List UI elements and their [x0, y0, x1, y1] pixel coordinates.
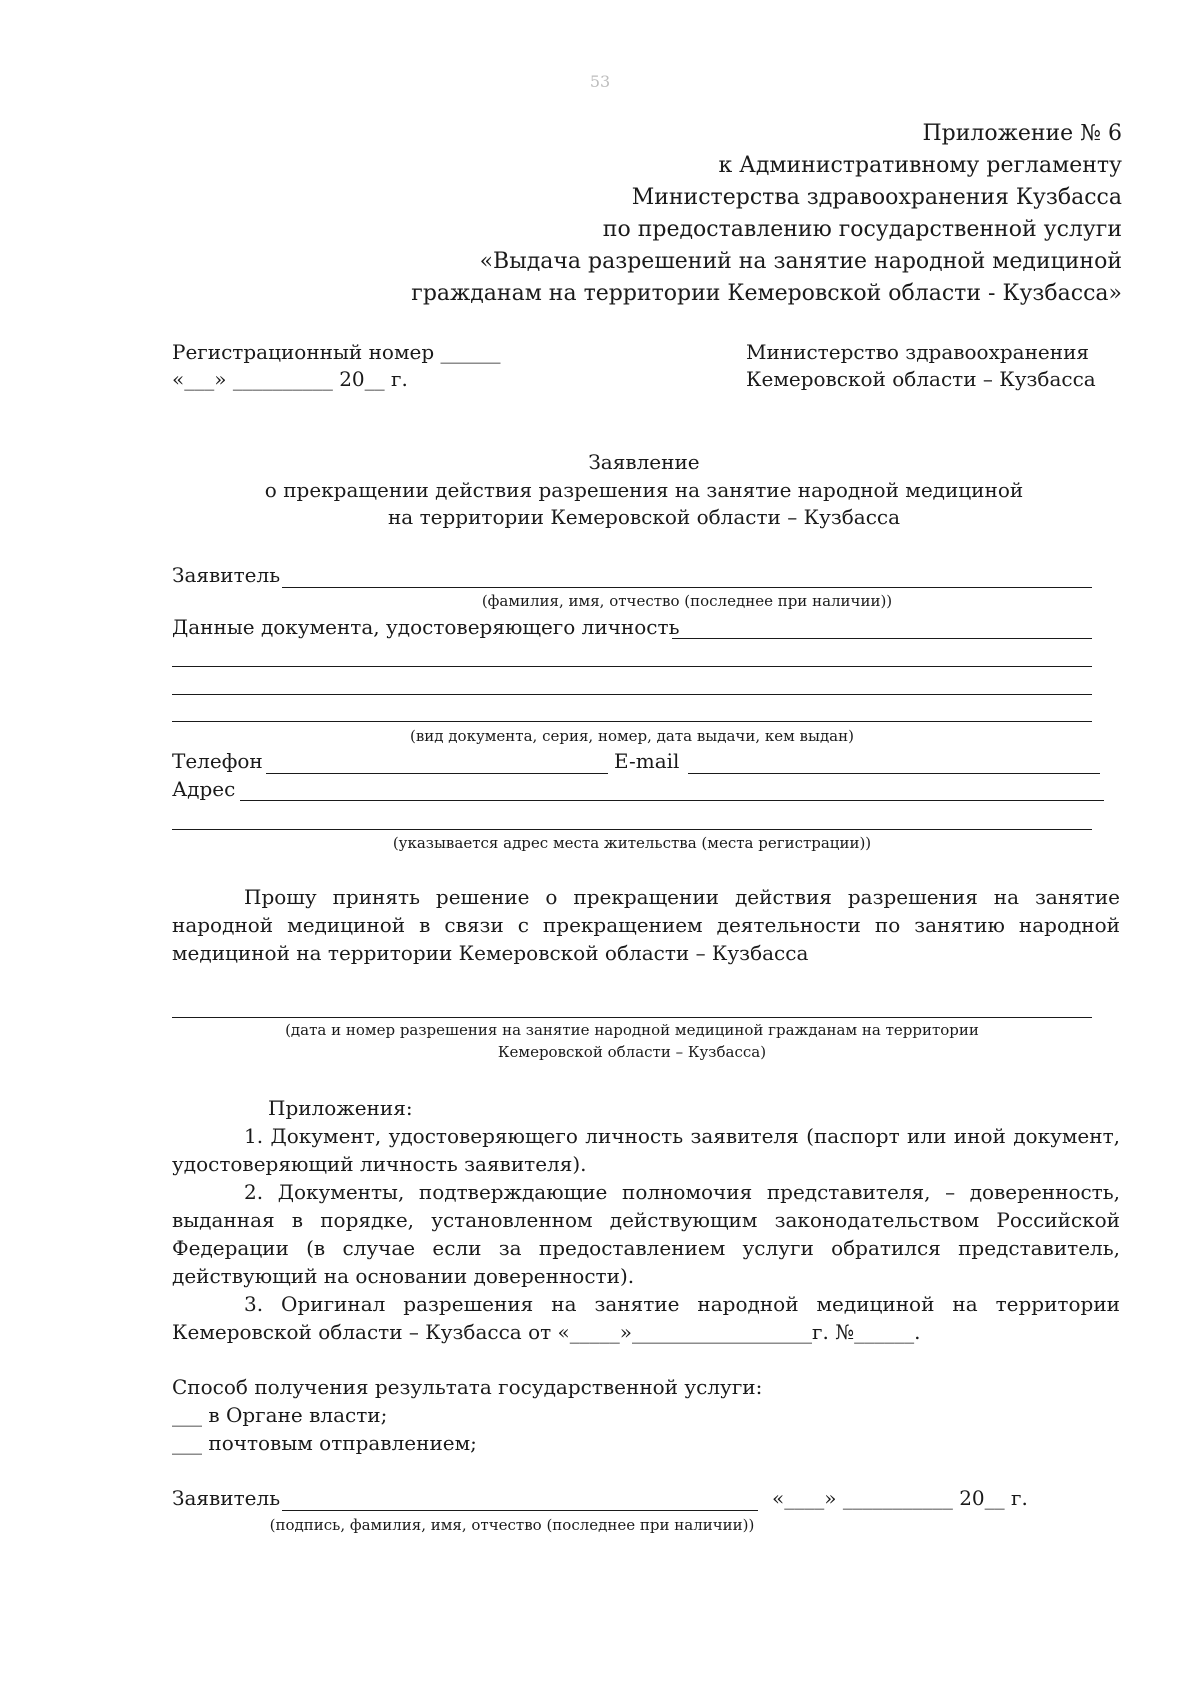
id-document-field-line[interactable]: [172, 721, 1092, 722]
id-document-field-line[interactable]: [172, 666, 1092, 667]
id-document-field-line[interactable]: [172, 694, 1092, 695]
permit-hint-line2: Кемеровской области – Кузбасса): [497, 1043, 767, 1061]
signature-date: «____» ___________ 20__ г.: [772, 1486, 1028, 1510]
delivery-heading: Способ получения результата государственной услуги:: [172, 1375, 763, 1399]
document-subtitle: о прекращении действия разрешения на занятие народной медициной: [264, 478, 1024, 502]
attachment-item: 1. Документ, удостоверяющего личность заявителя (паспорт или иной документ, удостоверяющий личность заявителя).: [172, 1124, 1120, 1176]
address-hint: (указывается адрес места жительства (места регистрации)): [392, 834, 872, 852]
applicant-hint: (фамилия, имя, отчество (последнее при наличии)): [481, 592, 893, 610]
email-label: E-mail: [614, 749, 680, 773]
page-number: 53: [589, 72, 611, 91]
phone-field-line[interactable]: [266, 773, 608, 774]
appendix-header-line: Министерства здравоохранения Кузбасса: [631, 185, 1122, 210]
applicant-field-line[interactable]: [282, 587, 1092, 588]
applicant-label: Заявитель: [172, 563, 281, 587]
attachment-item: 3. Оригинал разрешения на занятие народной медициной на территории Кемеровской области – Кузбасса от «_____»__________________г. №______.: [172, 1292, 1120, 1344]
address-field-line[interactable]: [240, 800, 1104, 801]
appendix-header-line: «Выдача разрешений на занятие народной медициной: [479, 249, 1122, 274]
signature-hint: (подпись, фамилия, имя, отчество (последнее при наличии)): [269, 1516, 755, 1534]
registration-number: Регистрационный номер ______: [172, 340, 501, 364]
email-field-line[interactable]: [688, 773, 1100, 774]
id-document-field-line[interactable]: [672, 638, 1092, 639]
document-title: Заявление: [588, 450, 700, 474]
phone-label: Телефон: [172, 749, 263, 773]
appendix-header-line: к Административному регламенту: [718, 153, 1122, 178]
attachment-item: 2. Документы, подтверждающие полномочия представителя, – доверенность, выданная в порядке, установленном действующим законодательством Российской Федерации (в случае если за предоставлением услуги обратился представитель, действующий на основании доверенности).: [172, 1180, 1120, 1288]
id-document-label: Данные документа, удостоверяющего личность: [172, 615, 680, 639]
signature-field-line[interactable]: [282, 1510, 758, 1511]
document-subtitle-2: на территории Кемеровской области – Кузбасса: [387, 505, 901, 529]
request-text: Прошу принять решение о прекращении действия разрешения на занятие народной медициной в связи с прекращением деятельности по занятию народной медициной на территории Кемеровской области – Кузбасса: [172, 885, 1120, 965]
permit-field-line[interactable]: [172, 1017, 1092, 1018]
address-label: Адрес: [172, 777, 236, 801]
addressee-line2: Кемеровской области – Кузбасса: [746, 367, 1096, 391]
appendix-header-line: гражданам на территории Кемеровской области - Кузбасса»: [411, 281, 1122, 306]
appendix-header: [411, 118, 1122, 310]
delivery-option-mail[interactable]: ___ почтовым отправлением;: [172, 1431, 477, 1455]
permit-hint-line1: (дата и номер разрешения на занятие народной медициной гражданам на территории: [285, 1021, 979, 1039]
addressee-line1: Министерство здравоохранения: [746, 340, 1090, 364]
delivery-option-office[interactable]: ___ в Органе власти;: [172, 1403, 388, 1427]
address-field-line[interactable]: [172, 829, 1092, 830]
attachments-heading: Приложения:: [268, 1096, 413, 1120]
registration-date: «___» __________ 20__ г.: [172, 367, 408, 391]
id-document-hint: (вид документа, серия, номер, дата выдачи, кем выдан): [410, 727, 854, 745]
appendix-header-line: Приложение № 6: [922, 121, 1122, 146]
signature-label: Заявитель: [172, 1486, 281, 1510]
appendix-header-line: по предоставлению государственной услуги: [602, 217, 1122, 242]
